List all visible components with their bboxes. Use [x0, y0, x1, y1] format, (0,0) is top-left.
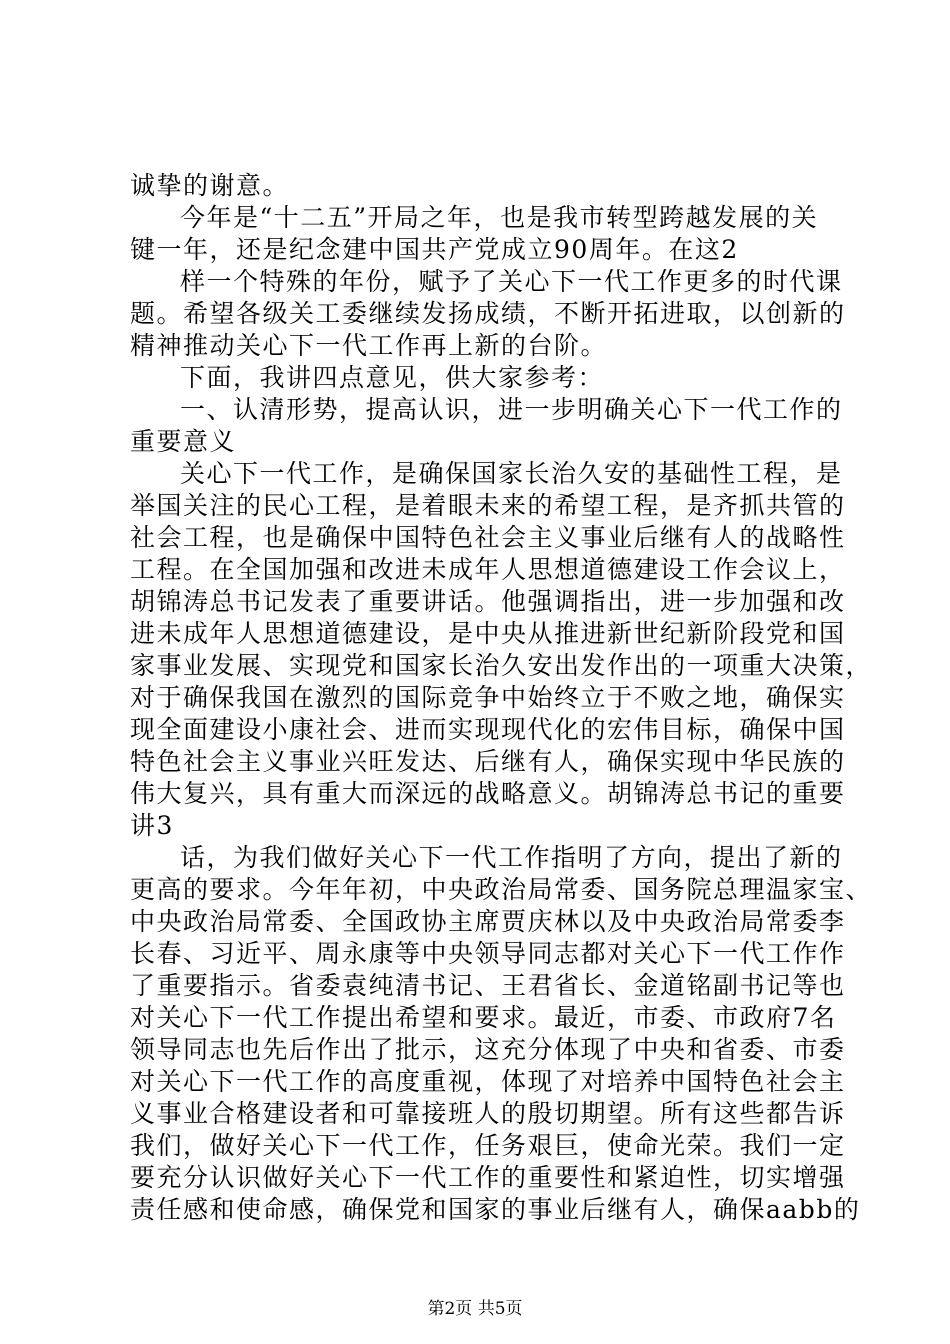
text-line: 今年是“十二五”开局之年，也是我市转型跨越发展的关 [180, 203, 819, 232]
text-line: 要充分认识做好关心下一代工作的重要性和紧迫性，切实增强 [130, 1163, 846, 1192]
section-heading-line: 一、认清形势，提高认识，进一步明确关心下一代工作的 [180, 395, 843, 424]
text-line: 伟大复兴，具有重大而深远的战略意义。胡锦涛总书记的重要 [130, 779, 846, 808]
text-line: 领导同志也先后作出了批示，这充分体现了中央和省委、市委 [130, 1035, 846, 1064]
text-line: 社会工程，也是确保中国特色社会主义事业后继有人的战略性 [130, 523, 846, 552]
text-line: 更高的要求。今年年初，中央政治局常委、国务院总理温家宝、 [130, 875, 873, 904]
text-line: 对关心下一代工作的高度重视，体现了对培养中国特色社会主 [130, 1067, 846, 1096]
text-line: 责任感和使命感，确保党和国家的事业后继有人，确保aabb的 [130, 1195, 861, 1224]
text-line: 中央政治局常委、全国政协主席贾庆林以及中央政治局常委李 [130, 907, 846, 936]
text-line: 诚挚的谢意。 [130, 171, 290, 200]
text-line: 了重要指示。省委袁纯清书记、王君省长、金道铭副书记等也 [130, 971, 846, 1000]
text-line: 进未成年人思想道德建设，是中央从推进新世纪新阶段党和国 [130, 619, 846, 648]
text-line: 工程。在全国加强和改进未成年人思想道德建设工作会议上， [130, 555, 846, 584]
text-line: 长春、习近平、周永康等中央领导同志都对关心下一代工作作 [130, 939, 846, 968]
text-line: 关心下一代工作，是确保国家长治久安的基础性工程，是 [180, 459, 843, 488]
text-line: 讲3 [130, 811, 174, 840]
text-line: 义事业合格建设者和可靠接班人的殷切期望。所有这些都告诉 [130, 1099, 846, 1128]
text-line: 举国关注的民心工程，是着眼未来的希望工程，是齐抓共管的 [130, 491, 846, 520]
text-line: 特色社会主义事业兴旺发达、后继有人，确保实现中华民族的 [130, 747, 846, 776]
section-heading-line: 重要意义 [130, 427, 237, 456]
text-line: 我们，做好关心下一代工作，任务艰巨，使命光荣。我们一定 [130, 1131, 846, 1160]
text-line: 下面，我讲四点意见，供大家参考： [180, 363, 605, 392]
text-line: 家事业发展、实现党和国家长治久安出发作出的一项重大决策， [130, 651, 873, 680]
page-number-footer: 第2页 共5页 [427, 1299, 523, 1319]
text-line: 样一个特殊的年份，赋予了关心下一代工作更多的时代课 [180, 267, 843, 296]
text-line: 对关心下一代工作提出希望和要求。最近，市委、市政府7名 [130, 1003, 837, 1032]
text-line: 键一年，还是纪念建中国共产党成立90周年。在这2 [130, 235, 739, 264]
text-line: 胡锦涛总书记发表了重要讲话。他强调指出，进一步加强和改 [130, 587, 846, 616]
text-line: 对于确保我国在激烈的国际竞争中始终立于不败之地，确保实 [130, 683, 846, 712]
text-line: 话，为我们做好关心下一代工作指明了方向，提出了新的 [180, 843, 843, 872]
document-body [130, 170, 873, 1226]
text-line: 现全面建设小康社会、进而实现现代化的宏伟目标，确保中国 [130, 715, 846, 744]
text-line: 题。希望各级关工委继续发扬成绩，不断开拓进取，以创新的 [130, 299, 846, 328]
text-line: 精神推动关心下一代工作再上新的台阶。 [130, 331, 608, 360]
